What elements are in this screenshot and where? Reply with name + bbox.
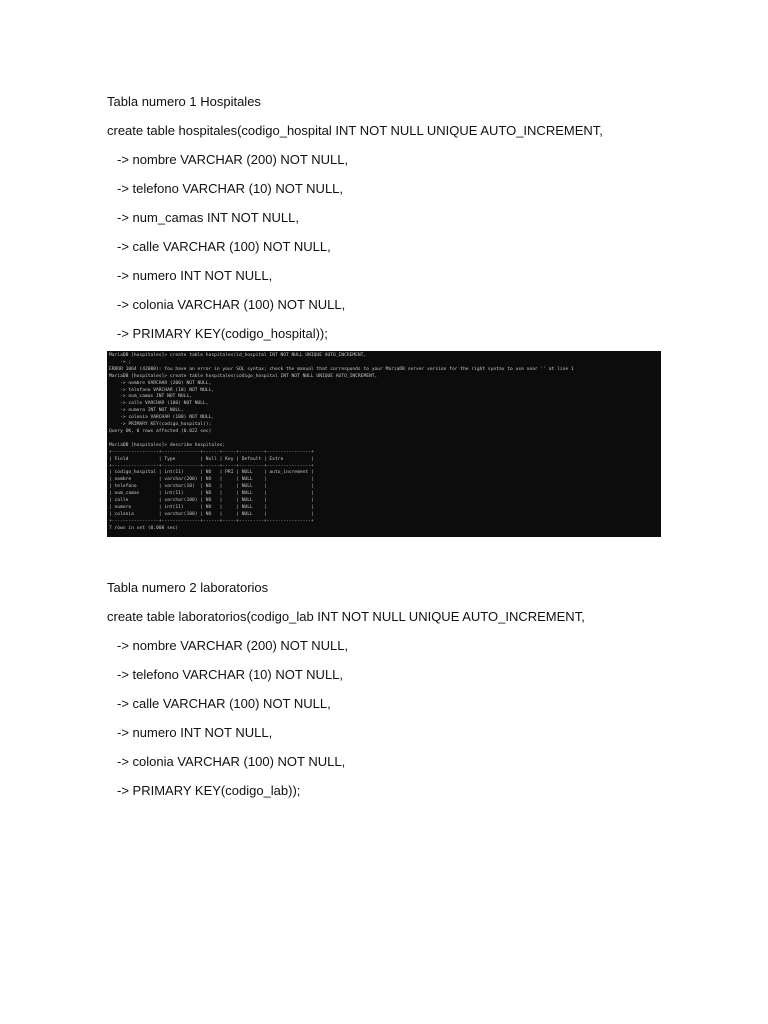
terminal-screenshot [107,351,661,537]
sql-line: -> numero INT NOT NULL, [117,725,273,740]
sql-line: -> calle VARCHAR (100) NOT NULL, [117,696,331,711]
sql-line: -> colonia VARCHAR (100) NOT NULL, [117,754,346,769]
section1-heading: Tabla numero 1 Hospitales [107,94,261,109]
sql-line: create table hospitales(codigo_hospital INT NOT NULL UNIQUE AUTO_INCREMENT, [107,123,603,138]
terminal-output: MariaDB [hospitales]> create table hospitales(id_hospital INT NOT NULL UNIQUE AUTO_INCREMENT, -> ; ERROR 1064 (42000): You have an error in your SQL syntax; check the manual that corresponds to your MariaDB server version for the right syntax to use near '' at line 1 MariaDB [hospitales]> create table hospitales(codigo_hospital INT NOT NULL UNIQUE AUTO_INCREMENT, -> nombre VARCHAR (200) NOT NULL, -> telefono VARCHAR (10) NOT NULL, -> num_camas INT NOT NULL, -> calle VARCHAR (100) NOT NULL, -> numero INT NOT NULL, -> colonia VARCHAR (100) NOT NULL, -> PRIMARY KEY(codigo_hospital)); Query OK, 0 rows affected (0.022 sec) MariaDB [hospitales]> describe hospitales; +-----------------+--------------+------+-----+---------+----------------+ | Field | Type | Null | Key | Default | Extra | +-----------------+--------------+------+-----+---------+----------------+ | codigo_hospital | int(11) | NO | PRI | NULL | auto_increment | | nombre | varchar(200) | NO | | NULL | | | telefono | varchar(10) | NO | | NULL | | | num_camas | int(11) | NO | | NULL | | | calle | varchar(100) | NO | | NULL | | | numero | int(11) | NO | | NULL | | | colonia | varchar(100) | NO | | NULL | | +-----------------+--------------+------+-----+---------+----------------+ 7 rows in set (0.008 sec) [109,353,574,531]
sql-line: -> colonia VARCHAR (100) NOT NULL, [117,297,346,312]
sql-line: -> telefono VARCHAR (10) NOT NULL, [117,667,344,682]
sql-line: -> numero INT NOT NULL, [117,268,273,283]
sql-line: -> PRIMARY KEY(codigo_hospital)); [117,326,328,341]
section2-heading: Tabla numero 2 laboratorios [107,580,269,595]
sql-line: -> PRIMARY KEY(codigo_lab)); [117,783,301,798]
sql-line: -> telefono VARCHAR (10) NOT NULL, [117,181,344,196]
sql-line: create table laboratorios(codigo_lab INT NOT NULL UNIQUE AUTO_INCREMENT, [107,609,585,624]
sql-line: -> nombre VARCHAR (200) NOT NULL, [117,638,349,653]
sql-line: -> num_camas INT NOT NULL, [117,210,299,225]
sql-line: -> calle VARCHAR (100) NOT NULL, [117,239,331,254]
sql-line: -> nombre VARCHAR (200) NOT NULL, [117,152,349,167]
